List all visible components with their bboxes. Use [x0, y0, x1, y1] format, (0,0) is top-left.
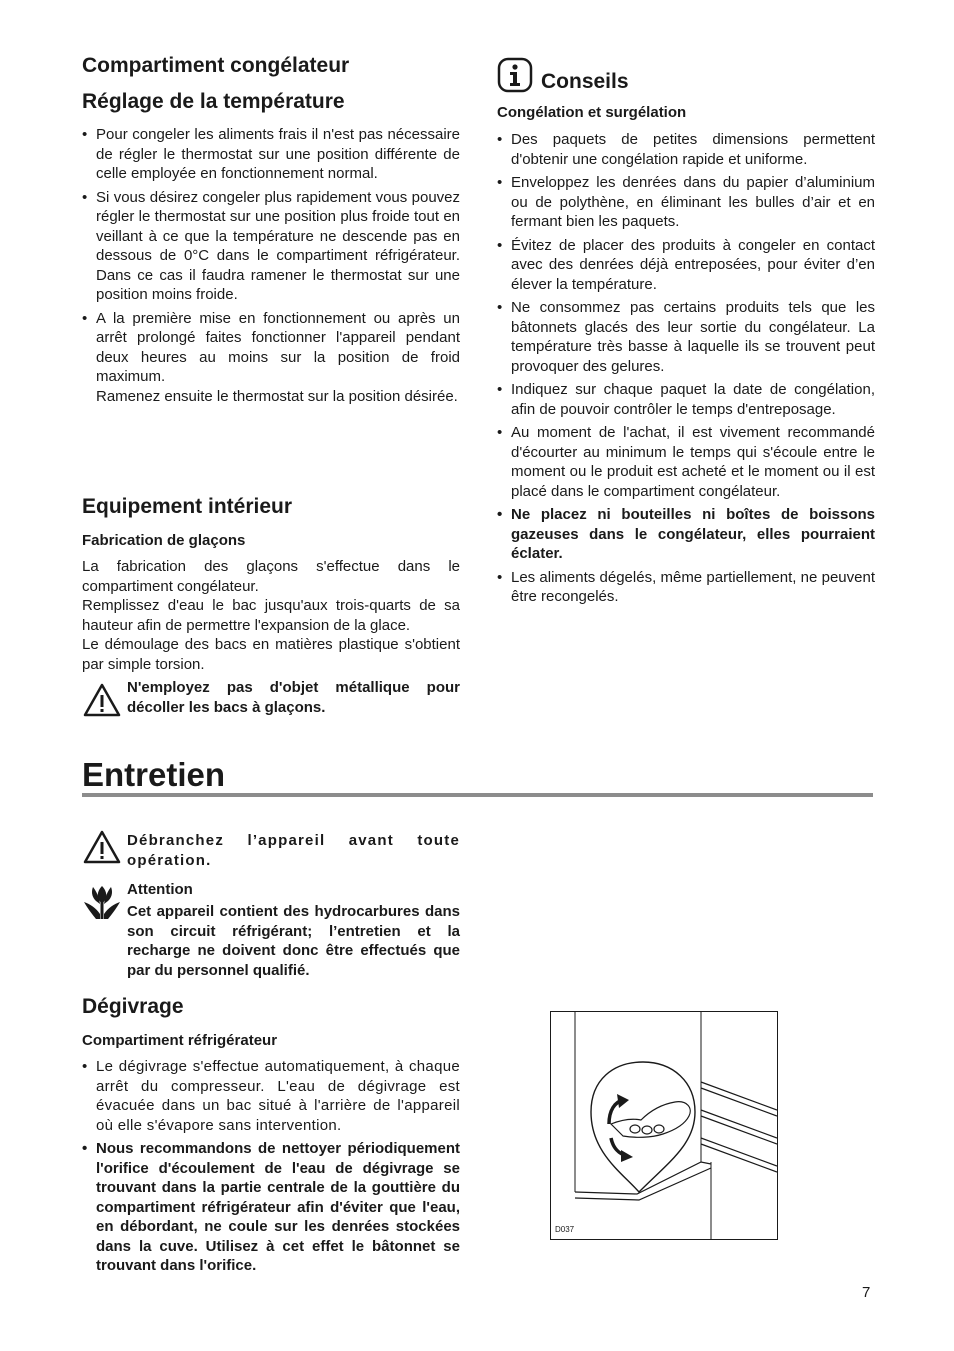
page-number: 7: [862, 1284, 871, 1301]
list-item: • Des paquets de petites dimensions permettent d'obtenir une congélation rapide et uniforme.: [497, 131, 875, 168]
subsection-heading-temperature: Réglage de la température: [82, 90, 345, 113]
fridge-compartment-heading: Compartiment réfrigérateur: [82, 1032, 278, 1049]
attention-label: Attention: [127, 881, 193, 898]
defrost-drain-illustration: [550, 1011, 778, 1240]
advice-subheading: Congélation et surgélation: [497, 104, 687, 121]
advice-heading: Conseils: [541, 70, 629, 93]
figure-code: D037: [555, 1225, 575, 1234]
list-item: • Pour congeler les aliments frais il n'est pas nécessaire de régler le thermostat sur une position différente de celle employée en fonctionnement normal.: [82, 126, 460, 182]
list-item: • Si vous désirez congeler plus rapidement vous pouvez régler le thermostat sur une position plus froide tout en veillant à ce que la température ne descende pas en dessous de 0°C dans le compartiment réfrigérateur. Dans ce cas il faudra ramener le thermostat sur une position moins froide.: [82, 188, 460, 303]
list-item: • Ne placez ni bouteilles ni boîtes de boissons gazeuses dans le congélateur, elles pourraient éclater.: [497, 506, 875, 562]
list-item: • Indiquez sur chaque paquet la date de congélation, afin de pouvoir contrôler le temps d'entreposage.: [497, 381, 875, 418]
list-item: • Au moment de l'achat, il est vivement recommandé d'écourter au minimum le temps qui s'écoule entre le moment ou le produit est acheté et le moment ou il est placé dans le compartiment congélateur.: [497, 424, 875, 500]
attention-text: Cet appareil contient des hydrocarbures dans son circuit réfrigérant; l’entretien et la recharge ne doivent donc être effectués que par du personnel qualifié.: [127, 903, 460, 979]
ice-paragraph-2: Remplissez d'eau le bac jusqu'aux trois-quarts de sa hauteur afin de permettre l'expansion de la glace.: [82, 597, 460, 634]
warning-icon: [83, 829, 121, 865]
subsection-heading-equipment: Equipement intérieur: [82, 495, 293, 518]
ice-paragraph-3: Le démoulage des bacs en matières plastique s'obtient par simple torsion.: [82, 636, 460, 673]
ice-paragraph-1: La fabrication des glaçons s'effectue dans le compartiment congélateur.: [82, 558, 460, 595]
section-heading-freezer: Compartiment congélateur: [82, 54, 350, 77]
list-item: • Ne consommez pas certains produits tels que les bâtonnets glacés des leur sortie du congélateur. La température très basse à laquelle ils se trouvent peut provoquer des gelures.: [497, 299, 875, 375]
warning-icon: [83, 682, 121, 718]
advice-list: [497, 130, 875, 611]
list-item: • Évitez de placer des produits à congeler en contact avec des denrées déjà entreposées, pour éviter d’en élever la température.: [497, 236, 875, 293]
temperature-list: [82, 125, 460, 410]
unplug-warning-text: Débranchez l’appareil avant toute opération.: [127, 832, 460, 869]
environment-icon: [82, 882, 122, 922]
list-item: • Enveloppez les denrées dans du papier d’aluminium ou de polythène, en éliminant les bulles d’air et en fermant bien les paquets.: [497, 174, 875, 230]
list-item: • Le dégivrage s'effectue automatiquement, à chaque arrêt du compresseur. L'eau de dégivrage est évacuée dans un bac situé à l'arrière de l'appareil où elle s'évapore sans intervention.: [82, 1058, 460, 1134]
info-icon: [497, 57, 533, 93]
page-title: Entretien: [82, 756, 226, 793]
ice-warning-text: N'employez pas d'objet métallique pour décoller les bacs à glaçons.: [127, 679, 460, 716]
title-rule: [82, 793, 873, 797]
ice-heading: Fabrication de glaçons: [82, 532, 246, 549]
defrost-list: [82, 1057, 460, 1280]
list-item: • Nous recommandons de nettoyer périodiquement l'orifice d'écoulement de l'eau de dégivrage se trouvant dans la partie centrale de la gouttière du compartiment réfrigérateur afin d'éviter que l'eau, en débordant, ne coule sur les denrées stockées dans la cuve. Utilisez à cet effet le bâtonnet se trouvant dans l'orifice.: [82, 1140, 460, 1274]
defrost-heading: Dégivrage: [82, 995, 184, 1018]
list-item: • Les aliments dégelés, même partiellement, ne peuvent être recongelés.: [497, 568, 875, 605]
list-item: • A la première mise en fonctionnement ou après un arrêt prolongé faites fonctionner l'appareil pendant deux heures au moins sur la position de froid maximum. Ramenez ensuite le thermostat sur la position désirée.: [82, 309, 460, 405]
